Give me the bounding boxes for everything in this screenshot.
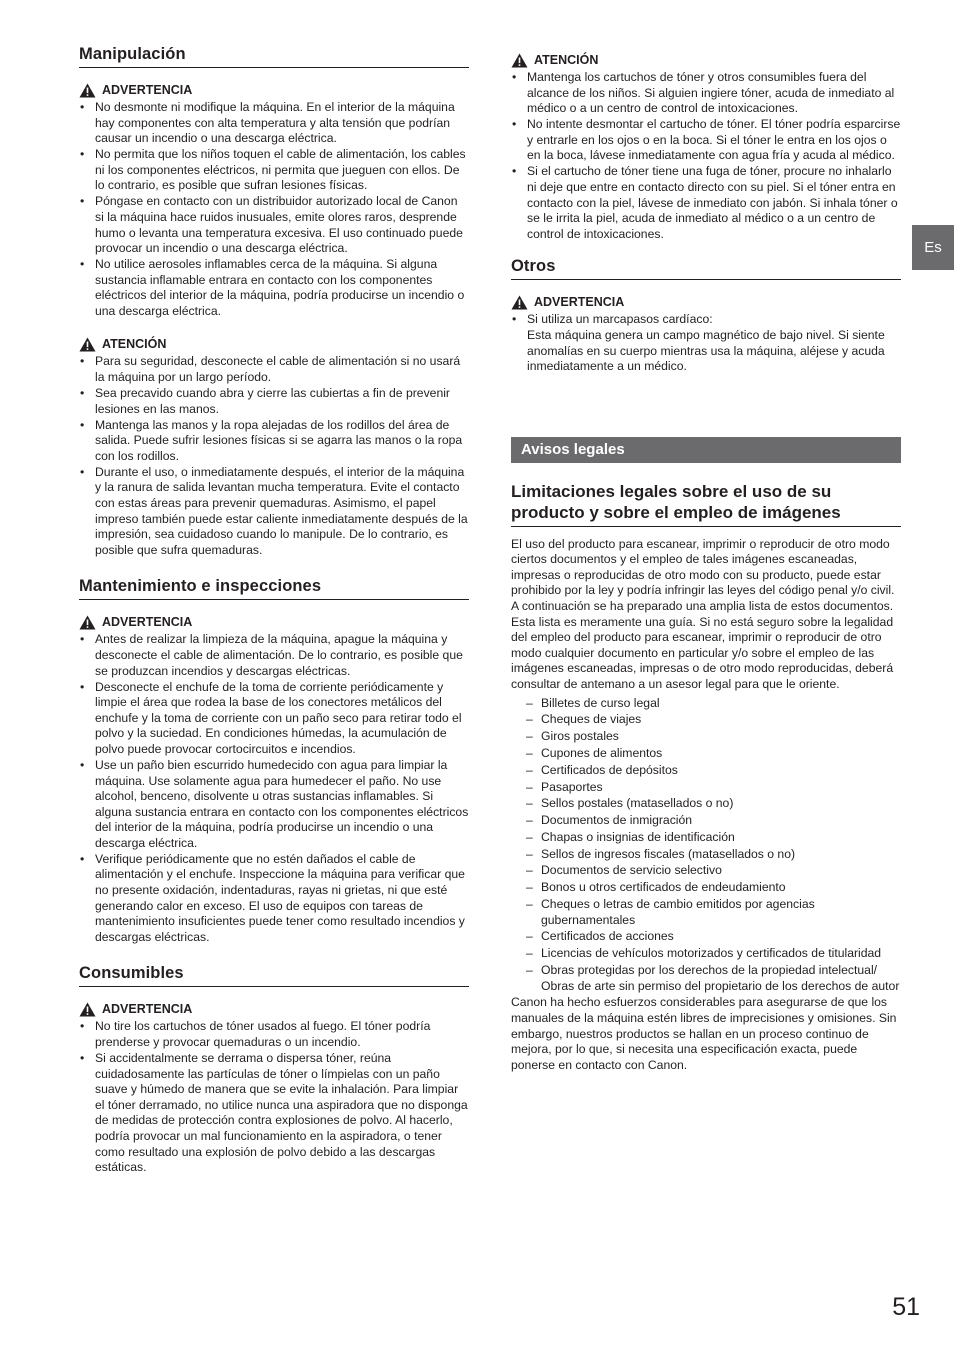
warning-heading	[79, 82, 469, 98]
section-title-limitaciones: Limitaciones legales sobre el uso de su producto y sobre el empleo de imágenes	[511, 481, 901, 527]
list-item: • Sea precavido cuando abra y cierre las cubiertas a fin de prevenir lesiones en las manos.	[79, 386, 469, 417]
caution-label: ATENCIÓN	[102, 337, 167, 352]
warning-heading	[79, 1001, 469, 1017]
warning-list	[79, 1019, 469, 1175]
pacemaker-body: Esta máquina genera un campo magnético de bajo nivel. Si siente anomalías en su cuerpo mientras usa la máquina, aléjese y acuda inmediatamente a un médico.	[527, 327, 885, 374]
warning-label: ADVERTENCIA	[102, 615, 193, 630]
list-item: • No tire los cartuchos de tóner usados al fuego. El tóner podría prenderse y provocar quemaduras o un incendio.	[79, 1019, 469, 1050]
caution-heading	[511, 52, 901, 68]
caution-list	[511, 70, 901, 242]
page-number: 51	[892, 1293, 920, 1321]
list-item: – Certificados de acciones	[511, 929, 901, 945]
list-item: • Mantenga los cartuchos de tóner y otros consumibles fuera del alcance de los niños. Si alguien ingiere tóner, acuda de inmediato al médico o a un centro de control de intoxicaciones.	[511, 70, 901, 117]
list-item: • No intente desmontar el cartucho de tóner. El tóner podría esparcirse y entrarle en los ojos o en la boca. Si el tóner le entra en los ojos o en la boca, lávese inmediatamente con agua fría y acuda al médico.	[511, 117, 901, 164]
list-item: • No utilice aerosoles inflamables cerca de la máquina. Si alguna sustancia inflamable entrara en contacto con los componentes eléctricos del interior de la máquina, podría producirse un incendio o una descarga eléctrica.	[79, 257, 469, 319]
list-item: – Obras protegidas por los derechos de la propiedad intelectual/ Obras de arte sin permiso del propietario de los derechos de autor	[511, 963, 901, 994]
list-item: – Documentos de inmigración	[511, 813, 901, 829]
section-title-consumibles: Consumibles	[79, 963, 469, 987]
warning-triangle-icon	[79, 337, 96, 352]
right-column	[511, 52, 901, 1073]
warning-label: ADVERTENCIA	[102, 83, 193, 97]
caution-label: ATENCIÓN	[534, 53, 599, 67]
list-item: • Mantenga las manos y la ropa alejadas de los rodillos del área de salida. Puede sufrir lesiones físicas si se agarra las manos o la ropa con los rodillos.	[79, 418, 469, 465]
warning-list	[79, 632, 469, 945]
list-item: – Licencias de vehículos motorizados y certificados de titularidad	[511, 946, 901, 962]
list-item: – Chapas o insignias de identificación	[511, 830, 901, 846]
warning-triangle-icon	[511, 53, 528, 68]
list-item: • Desconecte el enchufe de la toma de corriente periódicamente y limpie el área que rodea la base de los conectores metálicos del enchufe y la toma de corriente con un paño seco para retirar todo el polvo y la suciedad. En condiciones húmedas, la acumulación de polvo puede provocar cortocircuitos e incendios.	[79, 680, 469, 758]
list-item: • Para su seguridad, desconecte el cable de alimentación si no usará la máquina por un largo período.	[79, 354, 469, 385]
section-title-mantenimiento: Mantenimiento e inspecciones	[79, 576, 469, 600]
list-item: • Si el cartucho de tóner tiene una fuga de tóner, procure no inhalarlo ni deje que entre en contacto directo con su piel. Si el tóner entra en contacto con la piel, lávese de inmediato con jabón. Si inhala tóner o se le irrita la piel, acuda de inmediato al médico o a un centro de control de intoxicaciones.	[511, 164, 901, 242]
list-item: – Sellos postales (matasellados o no)	[511, 796, 901, 812]
list-item: – Certificados de depósitos	[511, 763, 901, 779]
list-item: – Sellos de ingresos fiscales (matasellados o no)	[511, 847, 901, 863]
warning-triangle-icon	[79, 615, 96, 630]
section-title-otros: Otros	[511, 256, 901, 280]
list-item: – Documentos de servicio selectivo	[511, 863, 901, 879]
list-item: • Use un paño bien escurrido humedecido con agua para limpiar la máquina. Use solamente agua para humedecer el paño. No use alcohol, benceno, disolvente u otras sustancias inflamables. Si alguna sustancia entrara en contacto con los componentes eléctricos del interior de la máquina, podría producirse un incendio o una descarga eléctrica.	[79, 758, 469, 852]
left-column	[79, 44, 469, 1176]
list-item: – Cheques de viajes	[511, 712, 901, 728]
pacemaker-heading: Si utiliza un marcapasos cardíaco:	[527, 312, 713, 327]
caution-heading	[79, 336, 469, 352]
warning-heading	[79, 614, 469, 630]
list-item: • No desmonte ni modifique la máquina. En el interior de la máquina hay componentes con alta temperatura y alta tensión que podrían causar un incendio o una descarga eléctrica.	[79, 100, 469, 147]
caution-list	[79, 354, 469, 558]
section-title-manipulacion: Manipulación	[79, 44, 469, 68]
list-item: – Cupones de alimentos	[511, 746, 901, 762]
list-item: • Verifique periódicamente que no estén dañados el cable de alimentación y el enchufe. Inspeccione la máquina para verificar que no presente oxidación, indentaduras, rayas ni grietas, ni que esté generando calor en exceso. El uso de equipos con tareas de mantenimiento insuficientes puede tener como resultado incendios y descargas eléctricas.	[79, 852, 469, 946]
warning-label: ADVERTENCIA	[102, 1002, 193, 1017]
list-item: • Si accidentalmente se derrama o dispersa tóner, reúna cuidadosamente las partículas de tóner o límpielas con un paño suave y húmedo de manera que se evite la inhalación. Para limpiar el tóner derramado, no utilice nunca una aspiradora que no disponga de medidas de protección contra explosiones de polvo. Al hacerlo, podría provocar un mal funcionamiento en la aspiradora, o tener como resultado una explosión de polvo debido a las descargas estáticas.	[79, 1051, 469, 1176]
list-item: • Antes de realizar la limpieza de la máquina, apague la máquina y desconecte el cable de alimentación. De lo contrario, es posible que se produzcan incendios y descargas eléctricas.	[79, 632, 469, 679]
limitaciones-intro: El uso del producto para escanear, imprimir o reproducir de otro modo ciertos documentos y el empleo de tales imágenes escaneadas, impresas o reproducidas de otro modo con su producto, puede estar prohibido por la ley y podría infringir las leyes del código penal y/o civil. A continuación se ha preparado una amplia lista de estos documentos. Esta lista es meramente una guía. Si no está seguro sobre la legalidad del empleo del producto para escanear, imprimir o reproducir de otro modo cualquier documento en particular y/o sobre el empleo de las imágenes escaneadas, impresas o de otro modo reproducidas, deberá consultar de antemano a un asesor legal para que le oriente.	[511, 536, 895, 692]
list-item: – Pasaportes	[511, 780, 901, 796]
warning-label: ADVERTENCIA	[534, 295, 625, 310]
list-item: – Giros postales	[511, 729, 901, 745]
warning-list	[79, 100, 469, 319]
list-item: – Billetes de curso legal	[511, 696, 901, 712]
warning-heading	[511, 294, 901, 310]
list-item: – Bonos u otros certificados de endeudamiento	[511, 880, 901, 896]
list-item: – Cheques o letras de cambio emitidos por agencias gubernamentales	[511, 897, 901, 928]
warning-triangle-icon	[511, 295, 528, 310]
document-list	[511, 696, 901, 995]
list-item: • Póngase en contacto con un distribuidor autorizado local de Canon si la máquina hace ruidos inusuales, emite olores raros, desprende humo o levanta una temperatura excesiva. El uso continuado puede provocar un incendio o una descarga eléctrica.	[79, 194, 469, 256]
avisos-legales-band: Avisos legales	[511, 437, 901, 463]
list-item	[511, 312, 901, 374]
limitaciones-closing: Canon ha hecho esfuerzos considerables para asegurarse de que los manuales de la máquina estén libres de imprecisiones y omisiones. Sin embargo, nuestros productos se hallan en un proceso continuo de mejora, por lo que, si necesita una especificación exacta, puede ponerse en contacto con Canon.	[511, 995, 897, 1072]
list-item: • Durante el uso, o inmediatamente después, el interior de la máquina y la ranura de salida levantan mucha temperatura. Evite el contacto con estas áreas para prevenir quemaduras. Asimismo, el papel impreso también puede estar caliente inmediatamente después de la impresión, sea cuidadoso cuando lo manipule. De lo contrario, es posible que sufra quemaduras.	[79, 465, 469, 559]
warning-triangle-icon	[79, 83, 96, 98]
warning-list	[511, 312, 901, 374]
language-tab: Es	[912, 225, 954, 270]
list-item: • No permita que los niños toquen el cable de alimentación, los cables ni los componentes eléctricos, ni permita que jueguen con ellos. De lo contrario, es posible que sufran lesiones físicas.	[79, 147, 469, 194]
warning-triangle-icon	[79, 1002, 96, 1017]
